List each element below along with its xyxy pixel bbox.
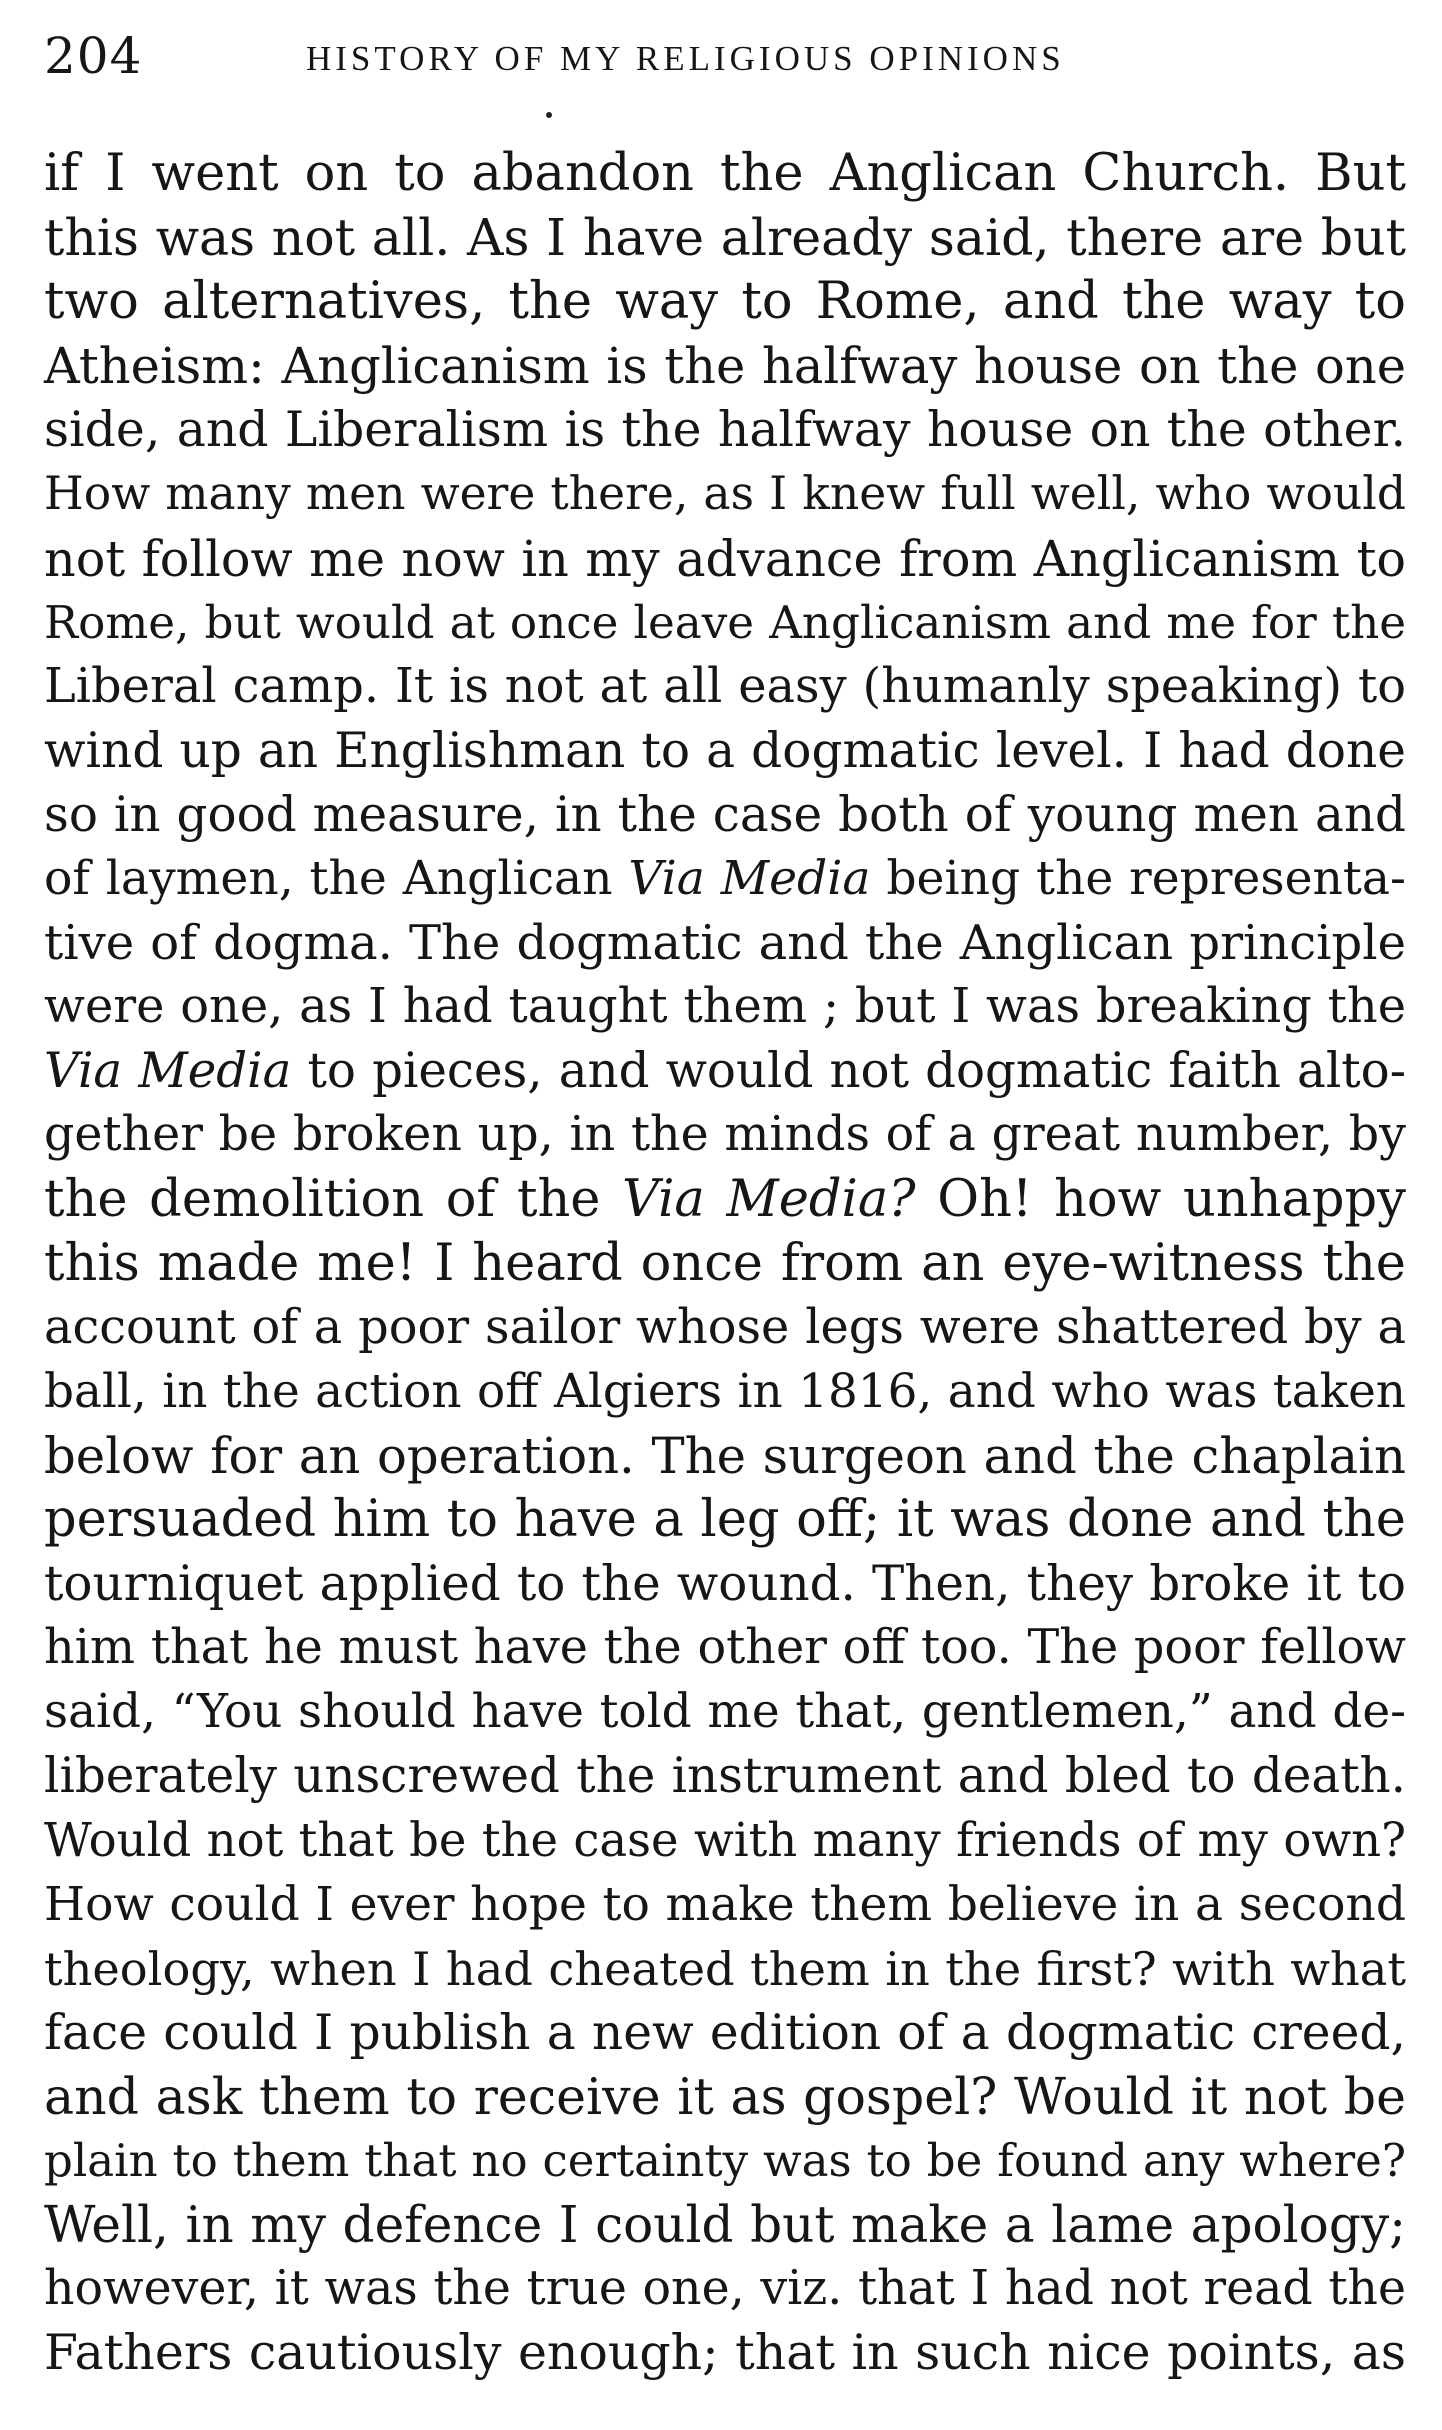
- italic-phrase: Via Media?: [622, 1169, 916, 1229]
- text-line: [44, 1360, 1406, 1424]
- text-segment: and ask them to receive it as gospel? Would it not be: [44, 2066, 1406, 2126]
- text-line: [44, 783, 1406, 847]
- text-segment: Rome, but would at once leave Anglicanism and me for the: [44, 595, 1406, 649]
- text-line: [44, 847, 1406, 911]
- text-segment: Atheism: Anglicanism is the halfway house on the one: [44, 337, 1406, 396]
- text-segment: plain to them that no certainty was to be found any where?: [44, 2133, 1406, 2187]
- text-line: [44, 462, 1406, 526]
- text-line: [44, 398, 1406, 462]
- text-segment: wind up an Englishman to a dogmatic level. I had done: [44, 722, 1406, 779]
- text-segment: so in good measure, in the case both of young men and: [44, 786, 1406, 843]
- text-line: [44, 527, 1406, 591]
- text-segment: not follow me now in my advance from Anglicanism to: [44, 529, 1406, 588]
- text-segment: the demolition of the: [44, 1169, 623, 1229]
- text-segment: theology, when I had cheated them in the first? with what: [44, 1941, 1406, 1996]
- text-line: [44, 1680, 1406, 1744]
- text-segment: were one, as I had taught them ; but I was breaking the: [44, 979, 1406, 1035]
- text-line: [44, 1873, 1406, 1937]
- page-number: 204: [44, 27, 143, 85]
- text-line: [44, 334, 1406, 398]
- text-segment: Well, in my defence I could but make a lame apology;: [44, 2196, 1406, 2254]
- text-line: [44, 975, 1406, 1039]
- text-segment: this made me! I heard once from an eye-witness the: [44, 1233, 1406, 1293]
- text-line: [44, 2321, 1406, 2385]
- text-line: [44, 1039, 1406, 1103]
- italic-phrase: Via Media: [44, 1043, 292, 1100]
- text-line: [44, 206, 1406, 270]
- text-line: [44, 2001, 1406, 2065]
- text-line: [44, 719, 1406, 783]
- text-segment: side, and Liberalism is the halfway house on the other.: [44, 401, 1406, 459]
- text-segment: him that he must have the other off too. The poor fellow: [44, 1620, 1406, 1676]
- running-head-title: HISTORY OF MY RELIGIOUS OPINIONS: [306, 39, 1065, 78]
- body-text: [44, 142, 1406, 2385]
- text-line: [44, 2257, 1406, 2321]
- text-segment: liberately unscrewed the instrument and bled to death.: [44, 1748, 1406, 1805]
- text-line: [44, 1616, 1406, 1680]
- text-line: [44, 2065, 1406, 2129]
- text-line: [44, 1937, 1406, 2001]
- text-segment: said, “You should have told me that, gentlemen,” and de-: [44, 1684, 1406, 1740]
- text-segment: Fathers cautiously enough; that in such nice points, as: [44, 2324, 1406, 2382]
- text-segment: Oh! how unhappy: [915, 1169, 1406, 1229]
- text-line: [44, 1808, 1406, 1872]
- text-segment: gether be broken up, in the minds of a great number, by: [44, 1107, 1406, 1163]
- text-line: [44, 1296, 1406, 1360]
- text-segment: of laymen, the Anglican: [44, 851, 629, 907]
- text-segment: tourniquet applied to the wound. Then, they broke it to: [44, 1556, 1406, 1613]
- text-line: [44, 1103, 1406, 1167]
- text-line: [44, 1232, 1406, 1296]
- text-segment: to pieces, and would not dogmatic faith alto-: [291, 1043, 1406, 1100]
- text-line: [44, 1424, 1406, 1488]
- text-line: [44, 2193, 1406, 2257]
- text-segment: ball, in the action off Algiers in 1816, and who was taken: [44, 1364, 1406, 1419]
- text-line: [44, 1744, 1406, 1808]
- text-segment: tive of dogma. The dogmatic and the Anglican principle: [44, 915, 1406, 972]
- text-line: [44, 1552, 1406, 1616]
- text-line: [44, 142, 1406, 206]
- text-line: [44, 1168, 1406, 1232]
- text-segment: Would not that be the case with many friends of my own?: [44, 1813, 1406, 1868]
- text-line: [44, 655, 1406, 719]
- text-segment: face could I publish a new edition of a dogmatic creed,: [44, 2004, 1406, 2061]
- text-segment: Liberal camp. It is not at all easy (humanly speaking) to: [44, 658, 1406, 714]
- text-segment: however, it was the true one, viz. that I had not read the: [44, 2261, 1406, 2317]
- text-segment: How many men were there, as I knew full well, who would: [44, 467, 1406, 521]
- text-line: [44, 911, 1406, 975]
- print-speck: [546, 112, 552, 118]
- text-line: [44, 591, 1406, 655]
- text-segment: persuaded him to have a leg off; it was done and the: [44, 1489, 1406, 1549]
- text-segment: below for an operation. The surgeon and the chaplain: [44, 1426, 1406, 1485]
- text-segment: this was not all. As I have already said, there are but: [44, 208, 1406, 268]
- text-segment: How could I ever hope to make them believe in a second: [44, 1876, 1406, 1932]
- text-segment: if I went on to abandon the Anglican Church. But: [44, 144, 1406, 203]
- text-segment: being the representa-: [870, 851, 1406, 907]
- text-line: [44, 2129, 1406, 2193]
- text-segment: two alternatives, the way to Rome, and the way to: [44, 272, 1406, 332]
- running-head: [44, 26, 1404, 86]
- text-segment: account of a poor sailor whose legs were shattered by a: [44, 1299, 1406, 1355]
- text-line: [44, 1488, 1406, 1552]
- italic-phrase: Via Media: [628, 851, 871, 907]
- text-line: [44, 270, 1406, 334]
